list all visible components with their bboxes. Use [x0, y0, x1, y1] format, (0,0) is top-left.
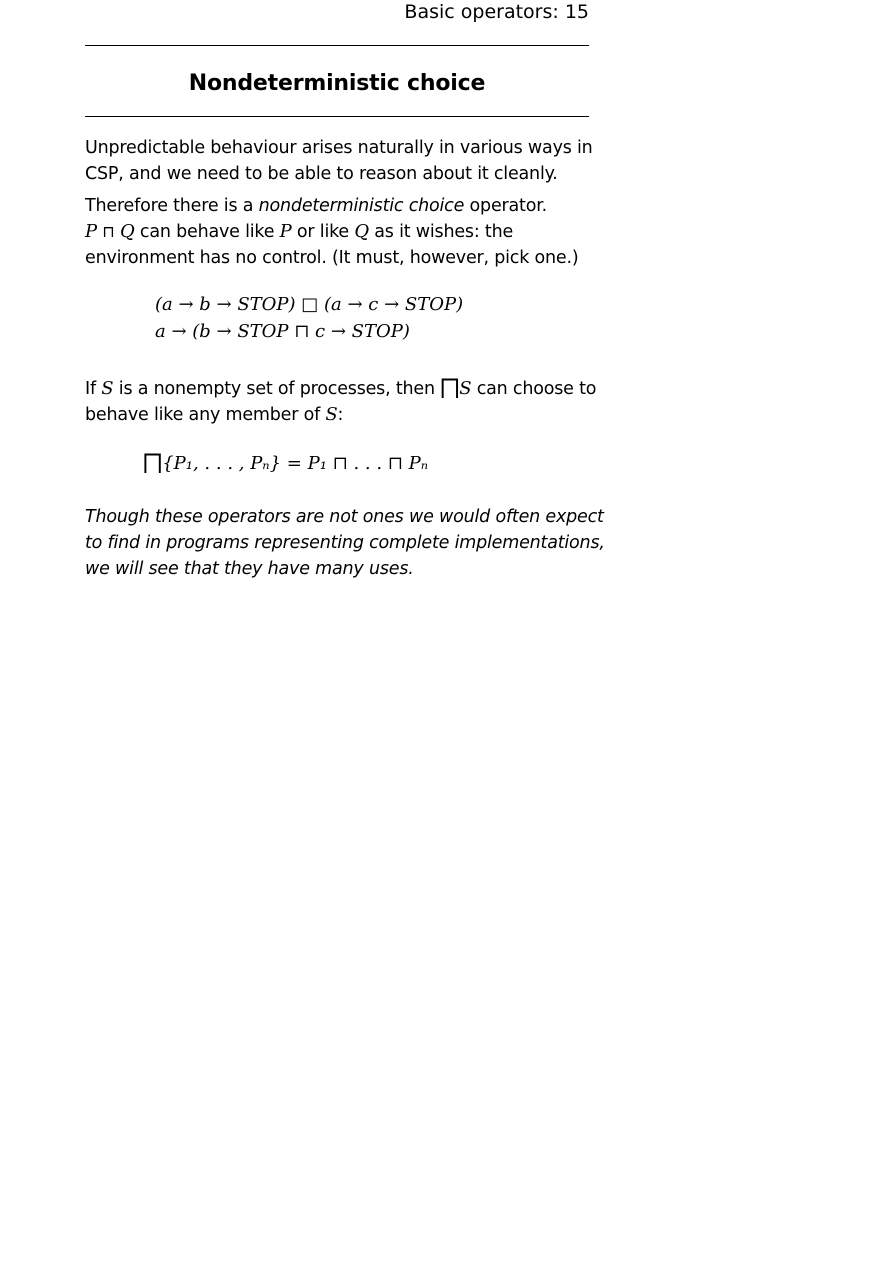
text-line: Though these operators are not ones we would often expect [85, 507, 604, 527]
bottom-rule [85, 116, 589, 117]
math-set-equation: ⨅{P₁, . . . , Pₙ} = P₁ ⊓ . . . ⊓ Pₙ [143, 449, 428, 477]
paragraph-operator [85, 193, 589, 271]
section-title: Nondeterministic choice [188, 71, 486, 96]
text-line: we will see that they have many uses. [85, 559, 414, 579]
big-internal-choice-symbol: ⨅ [440, 374, 460, 402]
text-line: environment has no control. (It must, however, pick one.) [85, 248, 579, 268]
math-example-line-2: a → (b → STOP ⊓ c → STOP) [155, 321, 410, 342]
paragraph-closing [85, 504, 605, 582]
text-line: Therefore there is a nondeterministic choice operator. [85, 196, 547, 216]
paragraph-set-choice [85, 374, 597, 428]
emphasis-term: nondeterministic choice [258, 196, 465, 216]
paragraph-intro [85, 135, 593, 187]
big-internal-choice-symbol: ⨅ [143, 449, 163, 477]
top-rule [85, 45, 589, 46]
text-line: CSP, and we need to be able to reason about it cleanly. [85, 164, 558, 184]
text-line: to find in programs representing complete implementations, [85, 533, 605, 553]
text-line: If S is a nonempty set of processes, then ⨅S can choose to [85, 374, 597, 402]
math-example-line-1: (a → b → STOP) □ (a → c → STOP) [155, 294, 464, 315]
text-line: behave like any member of S: [85, 404, 344, 425]
running-head: Basic operators: 15 [404, 1, 589, 23]
text-line: Unpredictable behaviour arises naturally in various ways in [85, 138, 593, 158]
text-line: P ⊓ Q can behave like P or like Q as it wishes: the [85, 221, 514, 242]
internal-choice-symbol: ⊓ [102, 222, 115, 241]
